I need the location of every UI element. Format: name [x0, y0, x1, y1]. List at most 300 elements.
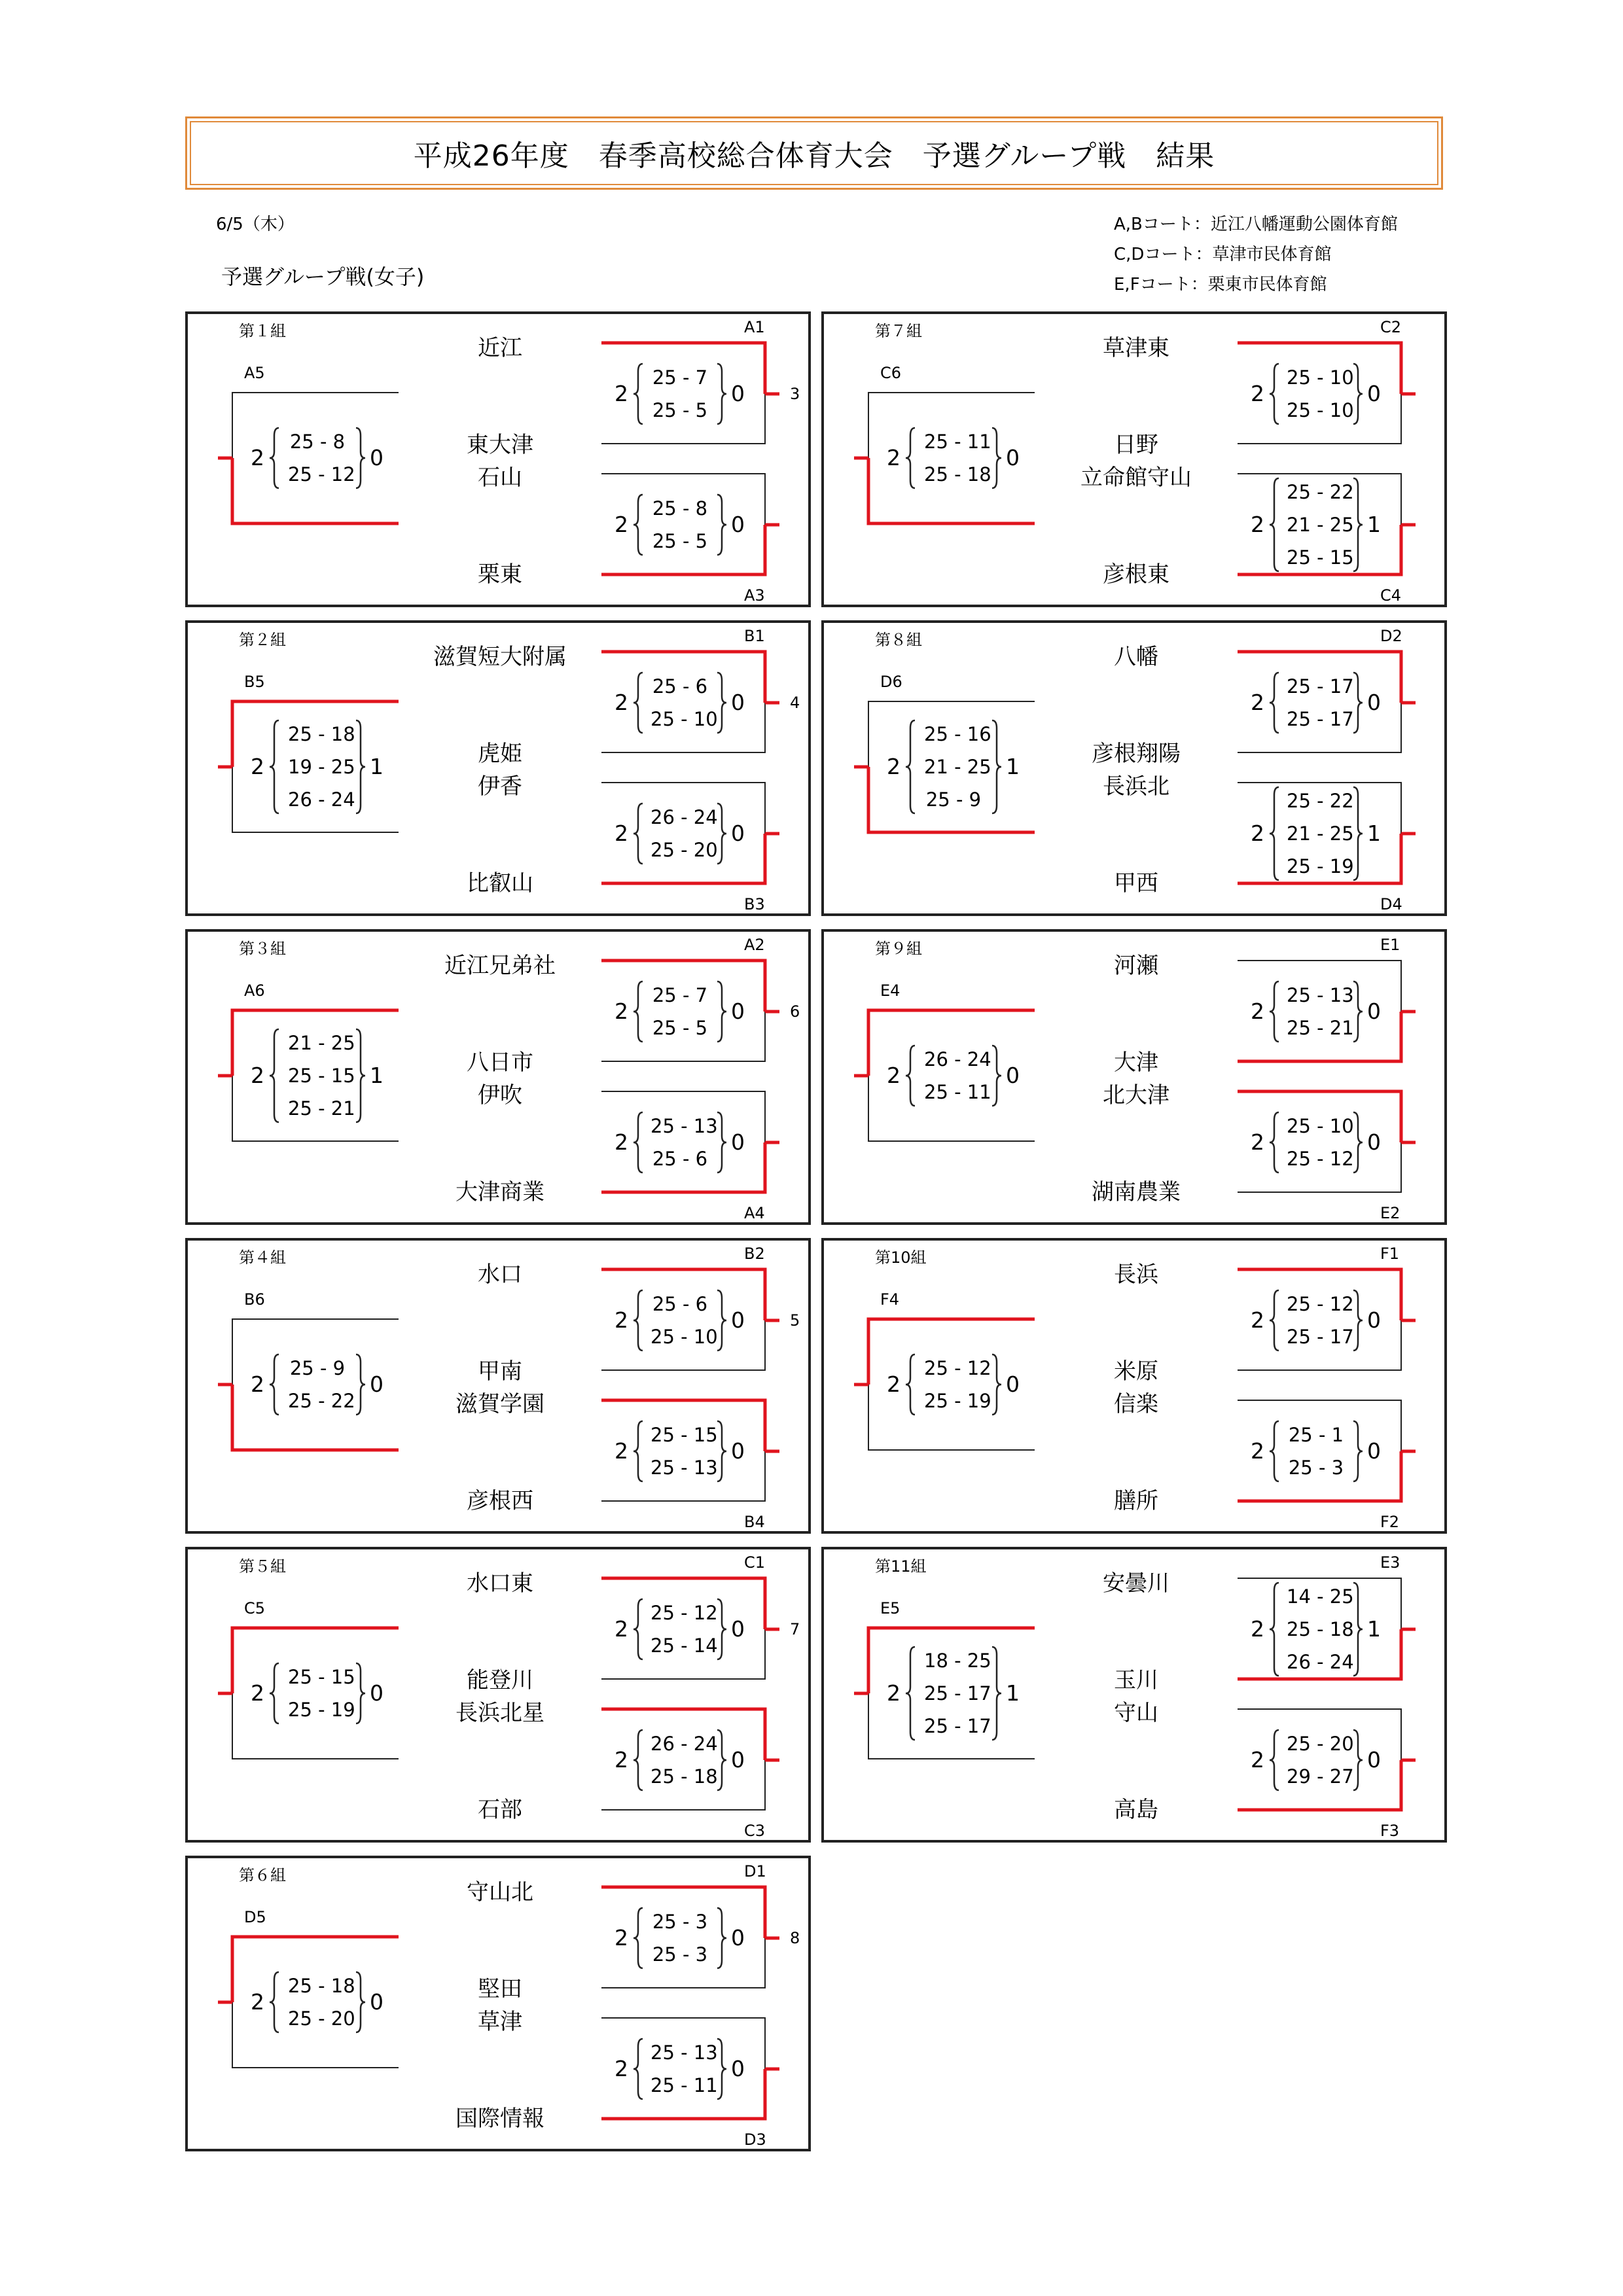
set-score: 26 - 24 [651, 806, 718, 828]
set-score: 25 - 11 [924, 431, 991, 453]
sets-won: 0 [731, 690, 745, 715]
set-score: 25 - 13 [1287, 984, 1354, 1006]
set-score: 25 - 18 [924, 463, 991, 486]
set-score: 26 - 24 [651, 1733, 718, 1755]
sets-won: 2 [615, 1747, 628, 1773]
sets-won: 2 [251, 445, 264, 470]
set-score: 26 - 24 [288, 788, 355, 811]
top-brace-left [633, 673, 643, 733]
team-name: 虎姫 [478, 741, 522, 767]
left-brace-right [356, 1029, 365, 1122]
code-left: B6 [244, 1290, 265, 1309]
group-label: 第10組 [875, 1248, 927, 1267]
sets-won: 0 [731, 2056, 745, 2081]
top-brace-right [717, 673, 726, 733]
set-score: 18 - 25 [924, 1650, 991, 1672]
sets-won: 2 [887, 1371, 901, 1397]
sets-won: 2 [887, 754, 901, 779]
bottom-brace-right [717, 1421, 726, 1481]
top-brace-right [717, 364, 726, 424]
code-top: D1 [744, 1862, 766, 1881]
group-label: 第４組 [239, 1248, 286, 1267]
bottom-brace-left [633, 495, 643, 555]
set-score: 14 - 25 [1287, 1585, 1354, 1608]
set-score: 25 - 18 [1287, 1618, 1354, 1640]
team-name: 滋賀短大附属 [433, 644, 567, 670]
team-name: 草津東 [1103, 335, 1169, 361]
set-score: 25 - 17 [1287, 1326, 1354, 1348]
team-name: 栗東 [478, 561, 522, 588]
left-brace-right [356, 1972, 365, 2032]
bottom-brace-left [1270, 1730, 1279, 1790]
team-name: 長浜北星 [455, 1700, 544, 1726]
rank-number: 6 [790, 1002, 800, 1021]
set-score: 19 - 25 [288, 756, 355, 778]
left-brace-left [270, 720, 279, 813]
set-score: 21 - 25 [924, 756, 991, 778]
set-score: 21 - 25 [288, 1032, 355, 1054]
bottom-brace-right [717, 804, 726, 864]
code-bottom: B4 [744, 1513, 765, 1531]
sets-won: 0 [370, 1989, 383, 2015]
team-name: 米原 [1114, 1358, 1158, 1385]
team-name: 滋賀学園 [455, 1391, 544, 1417]
sets-won: 1 [1367, 1616, 1381, 1642]
bottom-brace-left [633, 1112, 643, 1173]
code-bottom: C4 [1380, 586, 1402, 605]
set-score: 25 - 10 [651, 1326, 718, 1348]
court-a-b: A,Bコート：近江八幡運動公園体育館 [1114, 215, 1398, 234]
set-score: 25 - 8 [289, 431, 346, 453]
team-name: 比叡山 [467, 870, 533, 896]
sets-won: 2 [1251, 1616, 1264, 1642]
set-score: 25 - 20 [651, 839, 718, 861]
bottom-brace-right [1353, 1421, 1363, 1481]
left-brace-right [356, 1354, 365, 1415]
team-name: 玉川 [1114, 1667, 1158, 1693]
section-subtitle: 予選グループ戦(女子) [221, 264, 425, 289]
group-block [821, 1547, 1447, 1843]
team-name: 八幡 [1114, 644, 1158, 670]
set-score: 25 - 7 [652, 366, 708, 389]
code-left: F4 [880, 1290, 900, 1309]
sets-won: 2 [615, 1925, 628, 1951]
page-title: 平成26年度 春季高校総合体育大会 予選グループ戦 結果 [413, 139, 1215, 173]
left-brace-left [906, 428, 915, 488]
rank-number: 4 [790, 694, 800, 712]
sets-won: 0 [731, 998, 745, 1024]
sets-won: 2 [615, 1129, 628, 1155]
team-name: 大津 [1114, 1050, 1158, 1076]
match-date: 6/5（木） [216, 215, 294, 234]
group-label: 第５組 [239, 1557, 286, 1576]
sets-won: 0 [731, 512, 745, 537]
code-top: B2 [744, 1245, 765, 1263]
bottom-brace-right [1353, 787, 1363, 880]
set-score: 25 - 17 [1287, 675, 1354, 698]
sets-won: 2 [615, 1616, 628, 1642]
left-brace-left [906, 1647, 915, 1740]
set-score: 25 - 9 [289, 1357, 346, 1379]
sets-won: 0 [1367, 1307, 1381, 1333]
code-left: C6 [880, 364, 902, 382]
left-brace-left [906, 1046, 915, 1106]
sets-won: 0 [1006, 1063, 1020, 1088]
left-brace-left [270, 1663, 279, 1723]
code-left: D6 [880, 673, 902, 691]
set-score: 25 - 13 [651, 1457, 718, 1479]
team-name: 高島 [1114, 1797, 1158, 1823]
top-brace-left [633, 364, 643, 424]
set-score: 25 - 11 [924, 1081, 991, 1103]
left-brace-left [270, 1972, 279, 2032]
set-score: 25 - 21 [1287, 1017, 1354, 1039]
left-brace-right [356, 1663, 365, 1723]
rank-number: 8 [790, 1929, 800, 1947]
set-score: 21 - 25 [1287, 822, 1354, 845]
code-bottom: F2 [1380, 1513, 1400, 1531]
bottom-brace-right [717, 2039, 726, 2099]
sets-won: 2 [615, 2056, 628, 2081]
team-name: 日野 [1114, 432, 1158, 458]
bottom-brace-left [1270, 478, 1279, 571]
team-name: 堅田 [478, 1976, 522, 2002]
sets-won: 1 [1006, 754, 1020, 779]
sets-won: 2 [1251, 998, 1264, 1024]
code-left: A6 [244, 981, 265, 1000]
group-label: 第２組 [239, 631, 286, 649]
code-top: B1 [744, 627, 765, 645]
sets-won: 0 [370, 1680, 383, 1706]
set-score: 25 - 18 [288, 723, 355, 745]
bottom-brace-left [633, 1730, 643, 1790]
group-label: 第１組 [239, 322, 286, 340]
code-top: A2 [744, 936, 765, 954]
court-c-d: C,Dコート：草津市民体育館 [1114, 245, 1332, 264]
left-brace-right [992, 1354, 1001, 1415]
code-bottom: D4 [1380, 895, 1402, 913]
code-bottom: B3 [744, 895, 765, 913]
set-score: 25 - 13 [651, 1115, 718, 1137]
sets-won: 2 [1251, 381, 1264, 406]
sets-won: 2 [615, 1438, 628, 1464]
set-score: 25 - 15 [651, 1424, 718, 1446]
code-bottom: A4 [744, 1204, 765, 1222]
top-brace-right [1353, 981, 1363, 1042]
sets-won: 2 [251, 1371, 264, 1397]
set-score: 25 - 22 [1287, 481, 1354, 503]
sets-won: 2 [1251, 1307, 1264, 1333]
sets-won: 2 [1251, 1129, 1264, 1155]
sets-won: 2 [251, 1063, 264, 1088]
group-label: 第６組 [239, 1866, 286, 1884]
group-label: 第９組 [875, 940, 922, 958]
set-score: 25 - 7 [652, 984, 708, 1006]
team-name: 水口東 [467, 1570, 533, 1597]
group-block [821, 311, 1447, 607]
team-name: 安曇川 [1103, 1570, 1169, 1597]
sets-won: 2 [1251, 690, 1264, 715]
set-score: 25 - 3 [1288, 1457, 1344, 1479]
left-brace-right [992, 720, 1001, 813]
code-left: A5 [244, 364, 265, 382]
bottom-brace-right [1353, 478, 1363, 571]
top-brace-right [1353, 673, 1363, 733]
sets-won: 1 [1367, 821, 1381, 846]
code-bottom: D3 [744, 2130, 766, 2149]
bottom-brace-right [717, 1112, 726, 1173]
team-name: 草津 [478, 2009, 522, 2035]
top-brace-left [633, 1599, 643, 1659]
sets-won: 2 [251, 1680, 264, 1706]
left-brace-right [356, 428, 365, 488]
sets-won: 2 [615, 512, 628, 537]
group-block [185, 1856, 811, 2151]
set-score: 25 - 3 [652, 1943, 708, 1966]
set-score: 25 - 10 [1287, 1115, 1354, 1137]
top-brace-left [1270, 1583, 1279, 1676]
left-brace-right [356, 720, 365, 813]
set-score: 25 - 10 [1287, 366, 1354, 389]
group-block [821, 929, 1447, 1225]
set-score: 25 - 12 [651, 1602, 718, 1624]
left-brace-right [992, 1647, 1001, 1740]
set-score: 25 - 15 [288, 1065, 355, 1087]
set-score: 25 - 15 [288, 1666, 355, 1688]
sets-won: 0 [1367, 690, 1381, 715]
code-top: C2 [1380, 318, 1402, 336]
left-brace-left [906, 1354, 915, 1415]
sets-won: 2 [251, 754, 264, 779]
sets-won: 2 [615, 690, 628, 715]
set-score: 26 - 24 [924, 1048, 991, 1070]
sets-won: 0 [731, 1616, 745, 1642]
sets-won: 2 [251, 1989, 264, 2015]
set-score: 25 - 12 [924, 1357, 991, 1379]
sets-won: 0 [731, 1129, 745, 1155]
set-score: 25 - 6 [652, 1148, 708, 1170]
sets-won: 0 [1367, 381, 1381, 406]
group-block [185, 620, 811, 916]
left-brace-left [906, 720, 915, 813]
bottom-brace-left [1270, 787, 1279, 880]
set-score: 25 - 16 [924, 723, 991, 745]
team-name: 河瀬 [1114, 953, 1158, 979]
set-score: 29 - 27 [1287, 1765, 1354, 1788]
top-brace-right [1353, 364, 1363, 424]
sets-won: 2 [1251, 512, 1264, 537]
team-name: 近江 [478, 335, 522, 361]
rank-number: 5 [790, 1311, 800, 1330]
title-box [185, 116, 1443, 190]
sets-won: 0 [370, 1371, 383, 1397]
team-name: 長浜北 [1103, 773, 1169, 800]
top-brace-right [1353, 1290, 1363, 1351]
bottom-brace-left [1270, 1112, 1279, 1173]
set-score: 25 - 18 [288, 1975, 355, 1997]
sets-won: 0 [1006, 1371, 1020, 1397]
team-name: 甲南 [478, 1358, 522, 1385]
team-name: 守山北 [467, 1879, 533, 1905]
group-block [185, 311, 811, 607]
sets-won: 2 [1251, 1747, 1264, 1773]
sets-won: 2 [615, 998, 628, 1024]
code-left: C5 [244, 1599, 266, 1617]
team-name: 能登川 [467, 1667, 533, 1693]
team-name: 国際情報 [455, 2106, 544, 2132]
set-score: 25 - 15 [1287, 546, 1354, 569]
top-brace-left [633, 1908, 643, 1968]
team-name: 立命館守山 [1080, 465, 1192, 491]
set-score: 25 - 20 [288, 2007, 355, 2030]
rank-number: 3 [790, 385, 800, 403]
sets-won: 1 [1367, 512, 1381, 537]
group-block [821, 1238, 1447, 1534]
left-brace-left [270, 428, 279, 488]
set-score: 25 - 22 [288, 1390, 355, 1412]
set-score: 25 - 22 [1287, 790, 1354, 812]
court-e-f: E,Fコート：栗東市民体育館 [1114, 275, 1327, 294]
set-score: 25 - 18 [651, 1765, 718, 1788]
team-name: 近江兄弟社 [444, 953, 556, 979]
bottom-brace-right [717, 1730, 726, 1790]
group-block [185, 929, 811, 1225]
sets-won: 0 [731, 1747, 745, 1773]
group-block [185, 1238, 811, 1534]
code-bottom: A3 [744, 586, 765, 605]
sets-won: 0 [731, 1925, 745, 1951]
team-name: 信楽 [1114, 1391, 1158, 1417]
team-name: 石部 [478, 1797, 522, 1823]
team-name: 彦根西 [467, 1488, 533, 1514]
left-brace-right [992, 1046, 1001, 1106]
rank-number: 7 [790, 1620, 800, 1638]
team-name: 北大津 [1103, 1082, 1169, 1108]
bottom-brace-left [633, 2039, 643, 2099]
code-top: E3 [1380, 1553, 1400, 1572]
top-brace-left [633, 1290, 643, 1351]
set-score: 25 - 10 [651, 708, 718, 730]
team-name: 湖南農業 [1092, 1179, 1181, 1205]
top-brace-right [1353, 1583, 1363, 1676]
set-score: 25 - 17 [1287, 708, 1354, 730]
sets-won: 0 [1367, 998, 1381, 1024]
sets-won: 2 [615, 381, 628, 406]
set-score: 25 - 10 [1287, 399, 1354, 421]
group-label: 第３組 [239, 940, 286, 958]
code-top: F1 [1380, 1245, 1400, 1263]
sets-won: 0 [731, 821, 745, 846]
team-name: 彦根翔陽 [1092, 741, 1181, 767]
code-top: D2 [1380, 627, 1402, 645]
set-score: 26 - 24 [1287, 1651, 1354, 1673]
top-brace-left [1270, 364, 1279, 424]
sets-won: 2 [615, 821, 628, 846]
code-bottom: E2 [1380, 1204, 1400, 1222]
bottom-brace-right [1353, 1730, 1363, 1790]
sets-won: 0 [1367, 1747, 1381, 1773]
set-score: 25 - 6 [652, 1293, 708, 1315]
group-block [185, 1547, 811, 1843]
set-score: 25 - 3 [652, 1911, 708, 1933]
left-brace-left [270, 1354, 279, 1415]
bottom-brace-right [717, 495, 726, 555]
sets-won: 2 [1251, 1438, 1264, 1464]
sets-won: 0 [731, 1438, 745, 1464]
bottom-brace-left [1270, 1421, 1279, 1481]
set-score: 25 - 9 [925, 788, 982, 811]
bottom-brace-left [633, 804, 643, 864]
set-score: 25 - 17 [924, 1715, 991, 1737]
team-name: 水口 [478, 1262, 522, 1288]
team-name: 伊香 [478, 773, 522, 800]
top-brace-left [1270, 673, 1279, 733]
set-score: 25 - 11 [651, 2074, 718, 2096]
set-score: 25 - 19 [1287, 855, 1354, 877]
top-brace-left [1270, 981, 1279, 1042]
team-name: 甲西 [1114, 870, 1158, 896]
code-bottom: C3 [744, 1822, 766, 1840]
set-score: 25 - 19 [288, 1699, 355, 1721]
top-brace-right [717, 1908, 726, 1968]
team-name: 石山 [478, 465, 522, 491]
set-score: 25 - 14 [651, 1634, 718, 1657]
code-left: D5 [244, 1908, 266, 1926]
team-name: 守山 [1114, 1700, 1158, 1726]
top-brace-right [717, 1599, 726, 1659]
sets-won: 0 [1367, 1129, 1381, 1155]
group-label: 第11組 [875, 1557, 927, 1576]
sets-won: 1 [370, 754, 383, 779]
sets-won: 0 [370, 445, 383, 470]
team-name: 八日市 [467, 1050, 533, 1076]
set-score: 25 - 19 [924, 1390, 991, 1412]
sets-won: 0 [731, 381, 745, 406]
group-block [821, 620, 1447, 916]
sets-won: 2 [887, 445, 901, 470]
bottom-brace-left [633, 1421, 643, 1481]
sets-won: 0 [731, 1307, 745, 1333]
team-name: 大津商業 [455, 1179, 544, 1205]
sets-won: 2 [615, 1307, 628, 1333]
team-name: 膳所 [1114, 1488, 1158, 1514]
code-top: E1 [1380, 936, 1400, 954]
set-score: 25 - 8 [652, 497, 708, 520]
set-score: 25 - 6 [652, 675, 708, 698]
set-score: 25 - 13 [651, 2041, 718, 2064]
left-brace-right [992, 428, 1001, 488]
team-name: 長浜 [1114, 1262, 1158, 1288]
set-score: 25 - 5 [652, 399, 708, 421]
sets-won: 2 [887, 1063, 901, 1088]
sets-won: 0 [1006, 445, 1020, 470]
team-name: 伊吹 [478, 1082, 522, 1108]
top-brace-right [717, 1290, 726, 1351]
code-left: E4 [880, 981, 901, 1000]
sets-won: 1 [1006, 1680, 1020, 1706]
top-brace-right [717, 981, 726, 1042]
set-score: 25 - 1 [1288, 1424, 1344, 1446]
set-score: 25 - 12 [288, 463, 355, 486]
sets-won: 2 [1251, 821, 1264, 846]
left-brace-left [270, 1029, 279, 1122]
team-name: 東大津 [467, 432, 533, 458]
code-top: A1 [744, 318, 765, 336]
set-score: 25 - 5 [652, 1017, 708, 1039]
bottom-brace-right [1353, 1112, 1363, 1173]
set-score: 25 - 17 [924, 1682, 991, 1704]
set-score: 25 - 12 [1287, 1293, 1354, 1315]
